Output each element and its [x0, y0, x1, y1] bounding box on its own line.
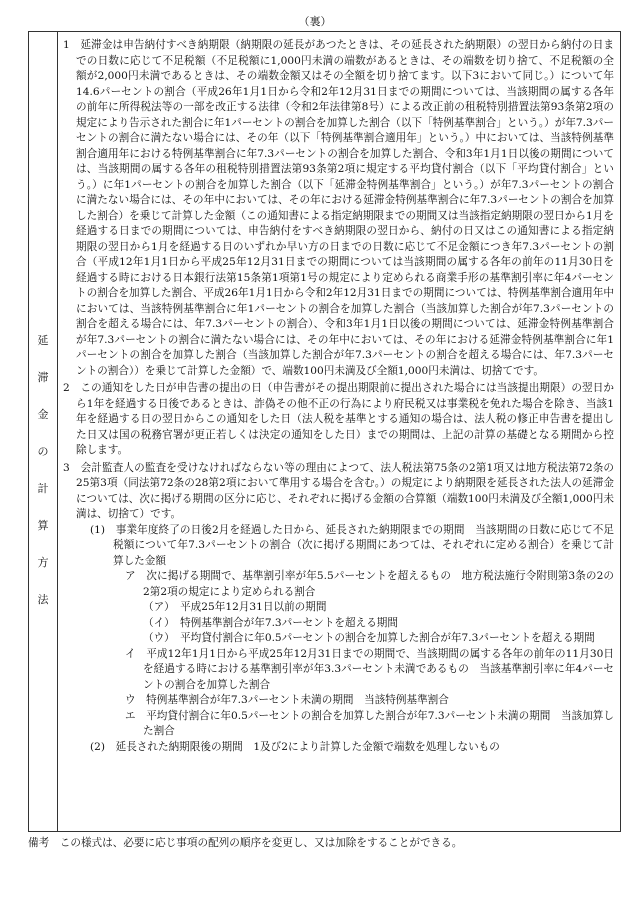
label-char: 金 — [37, 408, 49, 421]
sub-item-d: エ 平均貸付割合に年0.5パーセントの割合を加算した割合が年7.3パーセント未満の期間 当該加算した割合 — [125, 709, 614, 737]
label-char: 法 — [37, 593, 49, 606]
label-char: 方 — [37, 556, 49, 569]
method-label-column — [29, 32, 58, 831]
sub-item-a: ア 次に掲げる期間で、基準割引率が年5.5パーセントを超えるもの 地方税法施行令附則第3条の2の2第2項の規定により定められる割合 — [125, 570, 614, 598]
method-text — [63, 38, 614, 755]
label-char: 延 — [37, 334, 49, 347]
method-box — [28, 31, 621, 832]
sub-item-c: ウ 特例基準割合が年7.3パーセント未満の期間 当該特例基準割合 — [125, 694, 449, 706]
label-char: 滞 — [37, 371, 49, 384]
sub-item-a2: （イ） 特例基準割合が年7.3パーセントを超える期間 — [143, 616, 398, 629]
sub-item-a3: （ウ） 平均貸付割合に年0.5パーセントの割合を加算した割合が年7.3パーセントを超える期間 — [143, 632, 595, 644]
remark-note: 備考 この様式は、必要に応じ事項の配列の順序を変更し、又は加除をすることができる。 — [28, 837, 463, 849]
label-char: の — [37, 445, 49, 458]
sub-item-2: (2) 延長された納期限後の期間 1及び2により計算した金額で端数を処理しないもの — [90, 740, 500, 753]
sub-item-1: (1) 事業年度終了の日後2月を経過した日から、延長された納期限までの期間 当該期間の日数に応じて不足税額について年7.3パーセントの割合（次に掲げる期間にあつては、それぞれに定める割合）を乗じて計算した金額 — [90, 523, 614, 567]
label-char: 算 — [37, 519, 49, 532]
paragraph-3: 3 会計監査人の監査を受けなければならない等の理由によつて、法人税法第75条の2第1項又は地方税法第72条の25第3項（同法第72条の28第2項において準用する場合を含む。）の規定により納期限を延長された法人の延滞金については、次に掲げる期間の区分に応じ、それぞれに掲げる金額の合算額（端数100円未満及び全額1,000円未満は、切捨て）です。 — [63, 461, 614, 520]
sub-item-b: イ 平成12年1月1日から平成25年12月31日までの期間で、当該期間の属する各年の前年の11月30日を経過する時における基準割引率が年3.3パーセント未満であるもの 当該基準割引率に年4パーセントの割合を加算した割合 — [125, 647, 614, 691]
paragraph-2: 2 この通知をした日が申告書の提出の日（申告書がその提出期限前に提出された場合には当該提出期限）の翌日から1年を経過する日後であるときは、詐偽その他不正の行為により府民税又は事業税を免れた場合を除き、当該1年を経過する日の翌日からこの通知をした日（法人税を基準とする通知の場合は、法人税の修正申告書を提出した日又は国の税務官署が更正若しくは決定の通知をした日）までの期間は、上記の計算の基礎となる期間から控除します。 — [63, 382, 614, 456]
label-char: 計 — [37, 482, 49, 495]
sub-item-a1: （ア） 平成25年12月31日以前の期間 — [143, 601, 327, 613]
paragraph-1: 1 延滞金は申告納付すべき納期限（納期限の延長があつたときは、その延長された納期限）の翌日から納付の日までの日数に応じて不足税額（不足税額に1,000円未満の端数があるときは、その端数を切り捨て、不足税額の全額が2,000円未満であるときは、その端数金額又はその全額を切り捨てます。以下3において同じ。）について年14.6パーセントの割合（平成26年1月1日から令和2年12月31日までの期間については、当該期間の属する各年の前年に所得税法等の一部を改正する法律（令和2年法律第8号）による改正前の租税特別措置法第93条第2項の規定により告示された割合に年1パーセントの割合を加算した割合（以下「特例基準割合」という。）が年7.3パーセントの割合に満たない場合には、その年（以下「特例基準割合適用年」という。）中においては、当該特例基準割合適用年における特例基準割合に年7.3パーセントの割合を加算した割合、令和3年1月1日以後の期間については、当該期間の属する各年の租税特別措置法第93条第2項に規定する平均貸付割合（以下「平均貸付割合」という。）に年1パーセントの割合を加算した割合（以下「延滞金特例基準割合」という。）が年7.3パーセントの割合に満たない場合には、その年中においては、その年における延滞金特例基準割合に年7.3パーセントの割合を加算した割合）を乗じて計算した金額（この通知書による指定納期限までの期間又は当該指定納期限の翌日から1月を経過する日までの期間については、申告納付をすべき納期限の翌日から、納付の日又はこの通知書による指定納期限の翌日から1月を経過する日のいずれか早い方の日までの日数に応じて不足金額につき年7.3パーセントの割合（平成12年1月1日から平成25年12月31日までの期間については当該期間の属する各年の前年の11月30日を経過する時における日本銀行法第15条第1項第1号の規定により定められる商業手形の基準割引率に年4パーセントの割合を加算した割合、平成26年1月1日から令和2年12月31日までの期間については、特例基準割合適用年中においては、当該特例基準割合に年1パーセントの割合を加算した割合（当該加算した割合が年7.3パーセントの割合を超える場合には、年7.3パーセントの割合）、令和3年1月1日以後の期間については、延滞金特例基準割合が年7.3パーセントの割合に満たない場合には、その年中においては、その年における延滞金特例基準割合に年1パーセントの割合を加算した割合（当該加算した割合が年7.3パーセントの割合を超える場合には、年7.3パーセントの割合））を乗じて計算した金額）で、端数100円未満及び全額1,000円未満は、切捨てです。 — [63, 39, 614, 377]
page-side-label: （裏） — [298, 15, 332, 28]
